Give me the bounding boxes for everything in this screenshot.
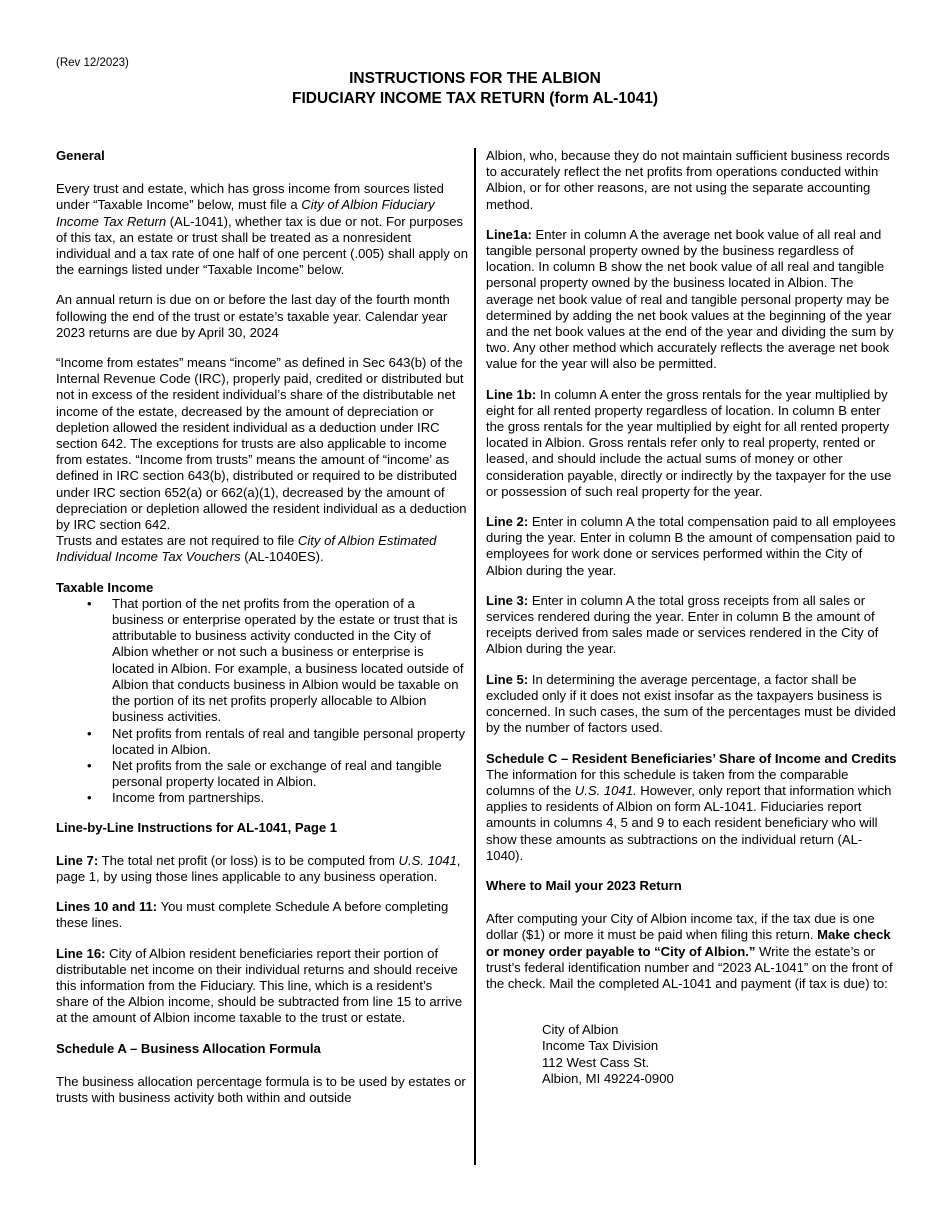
schedule-c-heading: Schedule C – Resident Beneficiaries’ Share of Income and Credits bbox=[486, 750, 897, 766]
line-7-paragraph: Line 7: The total net profit (or loss) is to be computed from U.S. 1041, page 1, by using those lines applicable to any business operation. bbox=[56, 852, 461, 884]
schedule-a-continued-paragraph: Albion, who, because they do not maintain sufficient business records to accurately reflect the net profits from operations conducted within Albion, or for other reasons, are not using the separate accounting method. bbox=[486, 148, 890, 212]
list-item: • Net profits from rentals of real and tangible personal property located in Albion. bbox=[112, 726, 468, 758]
line-1a-paragraph: Line1a: Enter in column A the average net book value of all real and tangible personal property owned by the business regardless of location. In column B show the net book value of all real and tangible personal property owned by the business located in Albion. The average net book value of real and tangible personal property may be determined by adding the net book values at the beginning of the year and the net book values at the end of the year and dividing the sum by two. Any other method which accurately reflects the average net book value for the year will also be permitted. bbox=[486, 226, 894, 372]
list-item: • That portion of the net profits from the operation of a business or enterprise operated by the estate or trust that is attributable to business activity conducted in the City of Albion whether or not such a business or enterprise is located in Albion. For example, a business located outside of Albion that conducts business in Albion would be taxable on the portion of its net profits properly allocable to Albion business activities. bbox=[112, 596, 468, 726]
line-by-line-heading: Line-by-Line Instructions for AL-1041, Page 1 bbox=[56, 819, 338, 835]
address-line: City of Albion bbox=[542, 1022, 619, 1038]
line-2-paragraph: Line 2: Enter in column A the total compensation paid to all employees during the year. Enter in column B the amount of compensation paid to employees for work done or services performed within the City of Albion during the year. bbox=[486, 514, 896, 578]
column-divider bbox=[474, 148, 476, 1165]
general-paragraph-4: Trusts and estates are not required to file City of Albion Estimated Individual Income Tax Vouchers (AL-1040ES). bbox=[56, 533, 437, 565]
where-to-mail-paragraph: After computing your City of Albion income tax, if the tax due is one dollar ($1) or more it must be paid when filing this return. Make check or money order payable to “City of Albion.” Write the estate’s or trust’s federal identification number and “2023 AL-1041” on the front of the check. Mail the completed AL-1041 and payment (if tax is due) to: bbox=[486, 911, 893, 991]
schedule-c-paragraph: The information for this schedule is taken from the comparable columns of the U.S. 1041. However, only report that information which applies to residents of Albion on form AL-1041. Fiduciaries report amounts in columns 4, 5 and 9 to each resident beneficiary who will show these amounts as subtractions on the individual return (AL-1040). bbox=[486, 766, 892, 863]
mailing-address bbox=[542, 1022, 898, 1087]
line-16-paragraph: Line 16: City of Albion resident beneficiaries report their portion of distributable net income on their individual returns and should receive this information from the Fiduciary. This line, which is a resident’s share of the Albion income, should be subtracted from line 15 to arrive at the amount of Albion income taxable to the trust or estate. bbox=[56, 945, 463, 1026]
title-line-1: INSTRUCTIONS FOR THE ALBION bbox=[349, 70, 601, 87]
general-paragraph-2: An annual return is due on or before the last day of the fourth month following the end of the trust or estate’s taxable year. Calendar year 2023 returns are due by April 30, 2024 bbox=[56, 292, 450, 340]
schedule-a-heading: Schedule A – Business Allocation Formula bbox=[56, 1040, 321, 1056]
lines-10-11-paragraph: Lines 10 and 11: You must complete Schedule A before completing these lines. bbox=[56, 899, 449, 931]
revision-label: (Rev 12/2023) bbox=[56, 57, 129, 69]
taxable-income-list bbox=[56, 596, 468, 807]
left-column bbox=[56, 148, 468, 1120]
general-paragraph-1: Every trust and estate, which has gross income from sources listed under “Taxable Income” below, must file a City of Albion Fiduciary Income Tax Return (AL-1041), whether tax is due or not. For purposes of this tax, an estate or trust shall be treated as a nonresident individual and a tax rate of one half of one percent (.005) shall apply on the earnings listed under “Taxable Income” below. bbox=[56, 181, 468, 278]
taxable-income-heading: Taxable Income bbox=[56, 579, 154, 595]
line-1b-paragraph: Line 1b: In column A enter the gross rentals for the year multiplied by eight for all rented property regardless of location. In column B enter the gross rentals for the year multiplied by eight for all rented property located in Albion. Gross rentals refer only to real property, rented or leased, and should include the actual sums of money or other consideration payable, directly or indirectly by the taxpayer for the use or possession of such real property for the year. bbox=[486, 386, 892, 499]
address-line: 112 West Cass St. bbox=[542, 1054, 650, 1070]
address-line: Albion, MI 49224-0900 bbox=[542, 1070, 674, 1086]
schedule-a-paragraph: The business allocation percentage formula is to be used by estates or trusts with business activity both within and outside bbox=[56, 1073, 466, 1105]
where-to-mail-heading: Where to Mail your 2023 Return bbox=[486, 877, 682, 893]
general-paragraph-3: “Income from estates” means “income” as defined in Sec 643(b) of the Internal Revenue Code (IRC), properly paid, credited or distributed but not in excess of the resident individual’s share of the distributable net income of the estate, decreased by the amount of depreciation or depletion allowed the resident individual as a deduction under IRC section 642. The exceptions for trusts are also applicable to income from estates. “Income from trusts” means the amount of “income’ as defined in IRC section 643(b), distributed or required to be distributed under IRC section 652(a) or 662(a)(1), decreased by the amount of depreciation or depletion allowed the resident individual as a deduction by IRC section 642. bbox=[56, 355, 467, 533]
title-line-2: FIDUCIARY INCOME TAX RETURN (form AL-1041) bbox=[292, 90, 658, 107]
right-column bbox=[486, 148, 898, 1087]
list-item: • Income from partnerships. bbox=[112, 790, 468, 806]
line-3-paragraph: Line 3: Enter in column A the total gross receipts from all sales or services rendered during the year. Enter in column B the amount of receipts derived from sales made or services rendered in the City of Albion during the year. bbox=[486, 592, 879, 657]
address-line: Income Tax Division bbox=[542, 1038, 659, 1054]
general-heading: General bbox=[56, 148, 105, 163]
list-item: • Net profits from the sale or exchange of real and tangible personal property located in Albion. bbox=[112, 758, 468, 790]
page-title bbox=[0, 69, 950, 109]
line-5-paragraph: Line 5: In determining the average percentage, a factor shall be excluded only if it does not exist insofar as the taxpayers business is concerned. In such cases, the sum of the percentages must be divided by the number of factors used. bbox=[486, 671, 896, 736]
